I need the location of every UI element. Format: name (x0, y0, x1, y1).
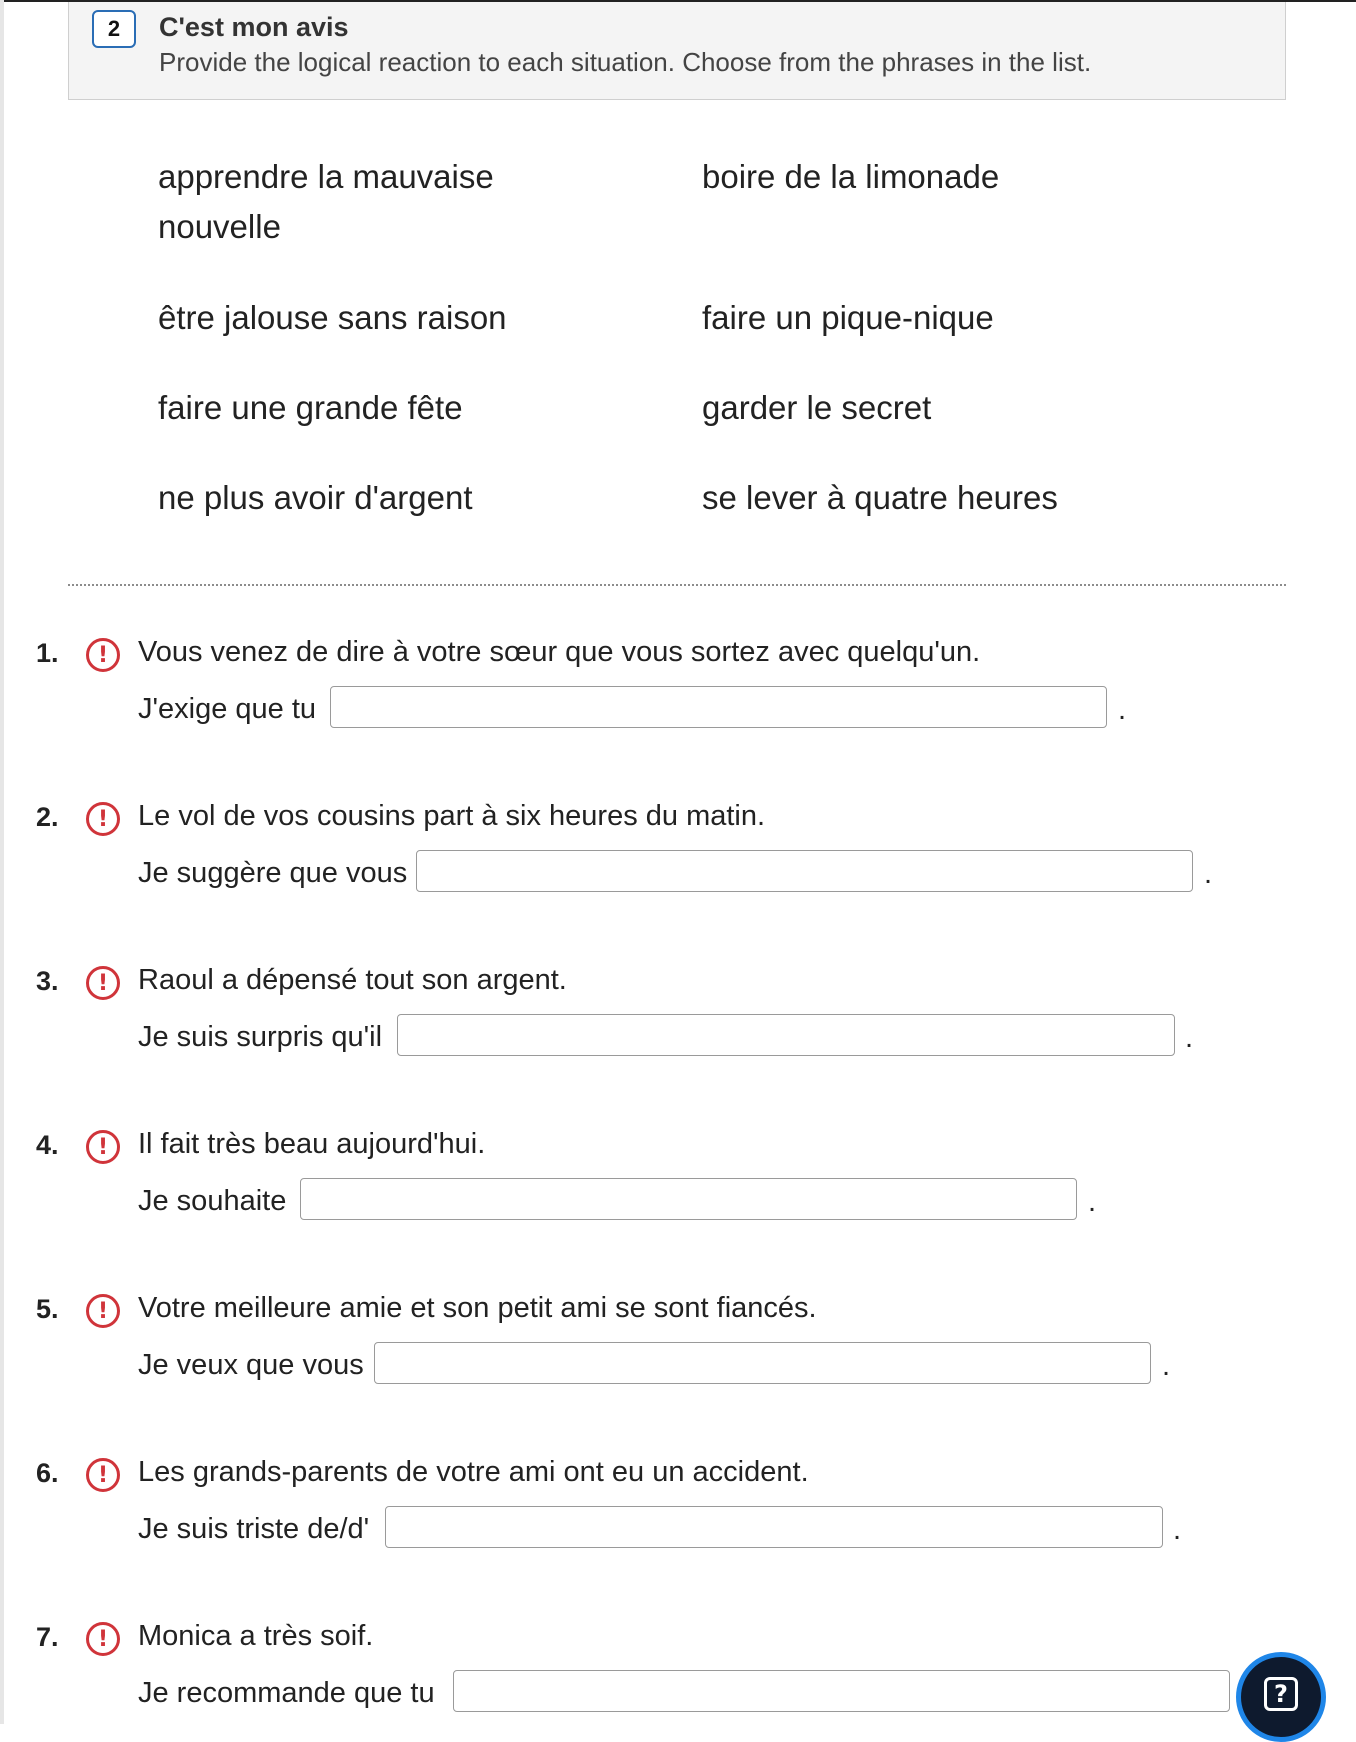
question-prompt: Je suis triste de/d' (138, 1513, 370, 1545)
answer-input-5[interactable] (374, 1342, 1151, 1384)
sentence-end: . (1185, 1022, 1194, 1054)
sentence-end: . (1173, 1514, 1182, 1546)
left-rail (0, 0, 4, 1724)
help-question-icon: ? (1264, 1677, 1298, 1711)
question-number: 3. (36, 966, 59, 996)
exclamation-circle-icon: ! (86, 1622, 120, 1656)
question-situation: Les grands-parents de votre ami ont eu un accident. (138, 1456, 809, 1488)
question-number: 7. (36, 1622, 59, 1652)
help-button[interactable] (1236, 1652, 1326, 1742)
question-situation: Le vol de vos cousins part à six heures du matin. (138, 800, 766, 832)
exclamation-circle-icon: ! (86, 638, 120, 672)
question-number: 5. (36, 1294, 59, 1324)
question-prompt: Je suggère que vous (138, 857, 408, 889)
question-prompt: J'exige que tu (138, 693, 317, 725)
question-number: 1. (36, 638, 59, 668)
sentence-end: . (1118, 694, 1127, 726)
sentence-end: . (1088, 1186, 1097, 1218)
sentence-end: . (1162, 1350, 1171, 1382)
question-situation: Il fait très beau aujourd'hui. (138, 1128, 486, 1160)
answer-input-1[interactable] (330, 686, 1107, 728)
word-bank-item: se lever à quatre heures (702, 479, 1058, 516)
answer-input-2[interactable] (416, 850, 1193, 892)
exclamation-circle-icon: ! (86, 966, 120, 1000)
answer-input-6[interactable] (385, 1506, 1163, 1548)
question-number: 6. (36, 1458, 59, 1488)
word-bank-item: faire une grande fête (158, 389, 463, 426)
word-bank-item: boire de la limonade (702, 158, 1000, 195)
word-bank-item: ne plus avoir d'argent (158, 479, 473, 516)
activity-header (68, 2, 1286, 100)
question-situation: Monica a très soif. (138, 1620, 374, 1652)
word-bank-item: apprendre la mauvaise nouvelle (158, 158, 494, 245)
sentence-end: . (1204, 858, 1213, 890)
question-prompt: Je veux que vous (138, 1349, 364, 1381)
question-number: 4. (36, 1130, 59, 1160)
activity-title: C'est mon avis (159, 12, 349, 42)
question-prompt: Je recommande que tu (138, 1677, 435, 1709)
word-bank-item: être jalouse sans raison (158, 299, 507, 336)
question-prompt: Je souhaite (138, 1185, 287, 1217)
question-number: 2. (36, 802, 59, 832)
question-situation: Raoul a dépensé tout son argent. (138, 964, 567, 996)
exclamation-circle-icon: ! (86, 1130, 120, 1164)
question-situation: Vous venez de dire à votre sœur que vous sortez avec quelqu'un. (138, 636, 981, 668)
exclamation-circle-icon: ! (86, 1294, 120, 1328)
question-situation: Votre meilleure amie et son petit ami se sont fiancés. (138, 1292, 817, 1324)
word-bank-item: garder le secret (702, 389, 932, 426)
word-bank-item: faire un pique-nique (702, 299, 994, 336)
question-prompt: Je suis surpris qu'il (138, 1021, 383, 1053)
activity-instructions: Provide the logical reaction to each situation. Choose from the phrases in the list. (159, 47, 1092, 77)
answer-input-3[interactable] (397, 1014, 1175, 1056)
answer-input-7[interactable] (453, 1670, 1230, 1712)
exclamation-circle-icon: ! (86, 802, 120, 836)
exclamation-circle-icon: ! (86, 1458, 120, 1492)
section-divider (68, 584, 1286, 586)
answer-input-4[interactable] (300, 1178, 1077, 1220)
activity-number-badge: 2 (92, 10, 136, 48)
